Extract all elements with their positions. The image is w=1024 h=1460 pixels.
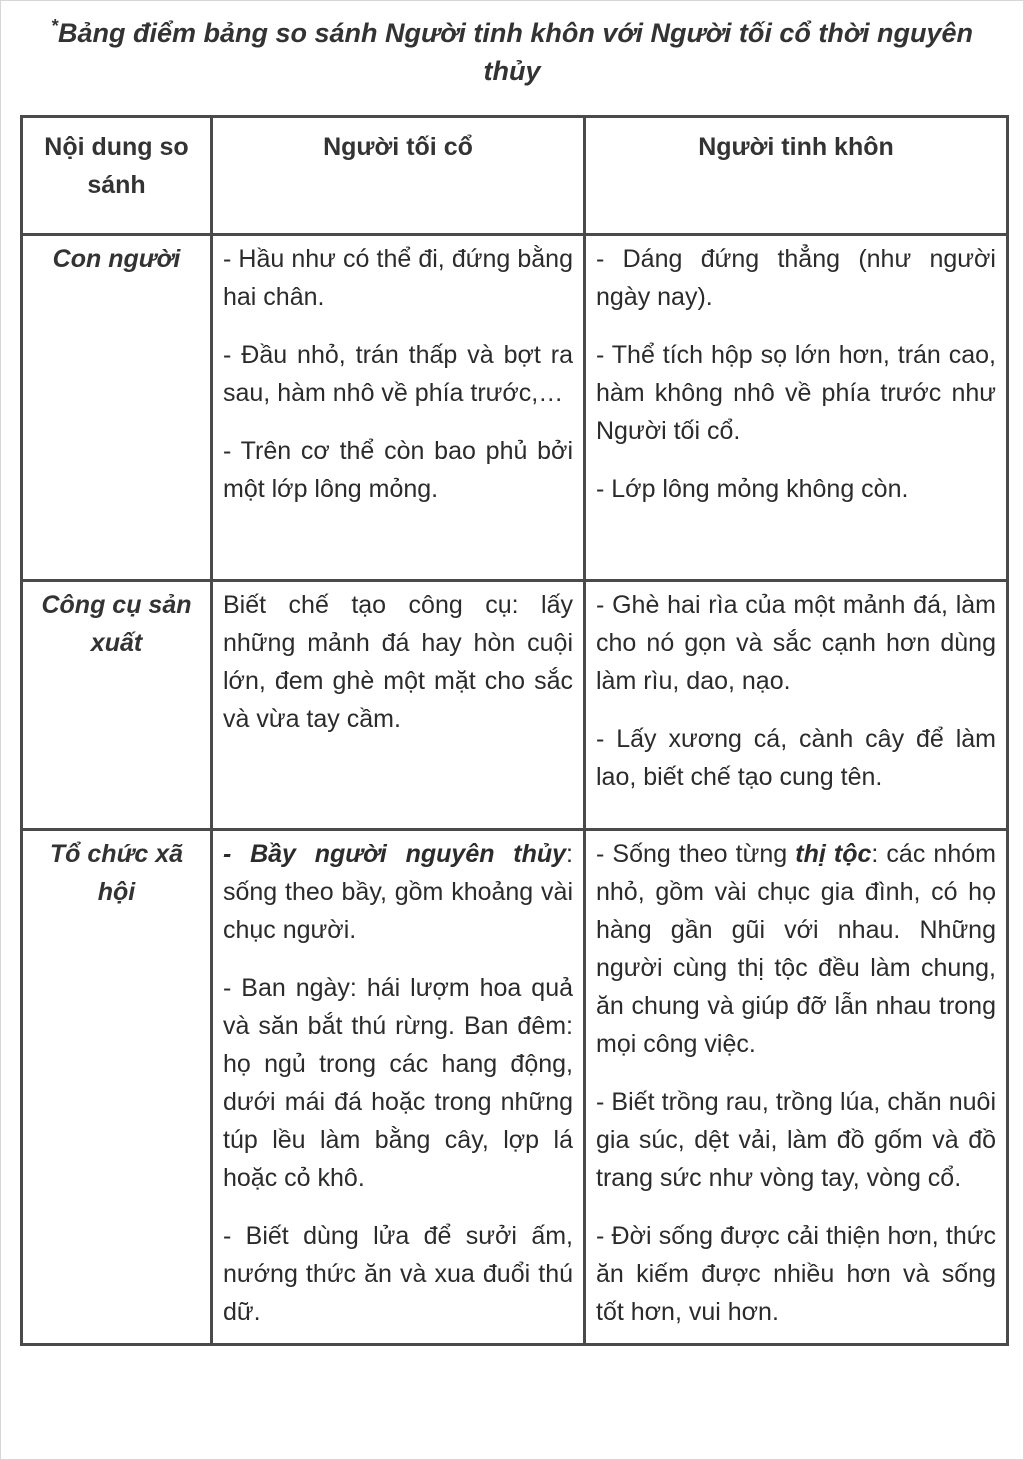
text-paragraph: - Lớp lông mỏng không còn. [596, 475, 909, 503]
cell-cong-cu-tinh-khon [585, 581, 1008, 830]
cell-cong-cu-toi-co [212, 581, 585, 830]
comparison-table [20, 115, 1009, 1346]
row-label-to-chuc: Tổ chức xã hội [22, 830, 212, 1345]
title-asterisk: * [50, 16, 58, 36]
table-header-row [22, 117, 1008, 235]
text-paragraph: - Ghè hai rìa của một mảnh đá, làm cho nó gọn và sắc cạnh hơn dùng làm rìu, dao, nạo. [596, 591, 996, 695]
table-row-cong-cu [22, 581, 1008, 830]
cell-to-chuc-tinh-khon [585, 830, 1008, 1345]
row-label-cong-cu: Công cụ sản xuất [22, 581, 212, 830]
cell-to-chuc-toi-co [212, 830, 585, 1345]
text-paragraph: - Biết dùng lửa để sưởi ấm, nướng thức ăn và xua đuổi thú dữ. [223, 1222, 573, 1326]
emph-prefix: - [223, 840, 251, 868]
text-paragraph: Biết chế tạo công cụ: lấy những mảnh đá hay hòn cuội lớn, đem ghè một mặt cho sắc và vừa tay cầm. [223, 591, 573, 733]
text-prefix: - Sống theo từng [596, 840, 796, 868]
text-rest: : các nhóm nhỏ, gồm vài chục gia đình, có họ hàng gần gũi với nhau. Những người cùng thị tộc đều làm chung, ăn chung và giúp đỡ lẫn nhau trong mọi công việc. [596, 840, 996, 1058]
emph-bay-nguoi: Bầy người nguyên thủy [250, 840, 567, 868]
text-paragraph: - Hầu như có thể đi, đứng bằng hai chân. [223, 245, 573, 311]
text-paragraph: - Thể tích hộp sọ lớn hơn, trán cao, hàm không nhô về phía trước như Người tối cổ. [596, 341, 996, 445]
text-paragraph: - Ban ngày: hái lượm hoa quả và săn bắt thú rừng. Ban đêm: họ ngủ trong các hang động, dưới mái đá hoặc trong những túp lều làm bằng cây, lợp lá hoặc cỏ khô. [223, 974, 573, 1192]
row-label-con-nguoi: Con người [22, 235, 212, 581]
cell-con-nguoi-toi-co [212, 235, 585, 581]
text-paragraph: - Lấy xương cá, cành cây để làm lao, biết chế tạo cung tên. [596, 725, 996, 791]
text-paragraph: - Biết trồng rau, trồng lúa, chăn nuôi gia súc, dệt vải, làm đồ gốm và đồ trang sức như vòng tay, vòng cổ. [596, 1088, 996, 1192]
text-paragraph: - Trên cơ thể còn bao phủ bởi một lớp lông mỏng. [223, 437, 573, 503]
header-toi-co: Người tối cổ [212, 117, 585, 235]
table-row-con-nguoi [22, 235, 1008, 581]
table-row-to-chuc [22, 830, 1008, 1345]
text-paragraph: - Đầu nhỏ, trán thấp và bợt ra sau, hàm nhô về phía trước,… [223, 341, 573, 407]
title-text: Bảng điểm bảng so sánh Người tinh khôn với Người tối cổ thời nguyên thủy [57, 18, 974, 86]
text-rest: : sống theo bầy, gồm khoảng vài chục người. [223, 840, 573, 944]
header-tinh-khon: Người tinh khôn [585, 117, 1008, 235]
header-criteria: Nội dung so sánh [22, 117, 212, 235]
text-paragraph [596, 835, 996, 1063]
text-paragraph: - Dáng đứng thẳng (như người ngày nay). [596, 245, 996, 311]
text-paragraph: - Đời sống được cải thiện hơn, thức ăn kiếm được nhiều hơn và sống tốt hơn, vui hơn. [596, 1222, 996, 1326]
emph-thi-toc: thị tộc [795, 840, 872, 868]
cell-con-nguoi-tinh-khon [585, 235, 1008, 581]
page-title [30, 14, 994, 90]
text-paragraph [223, 835, 573, 949]
